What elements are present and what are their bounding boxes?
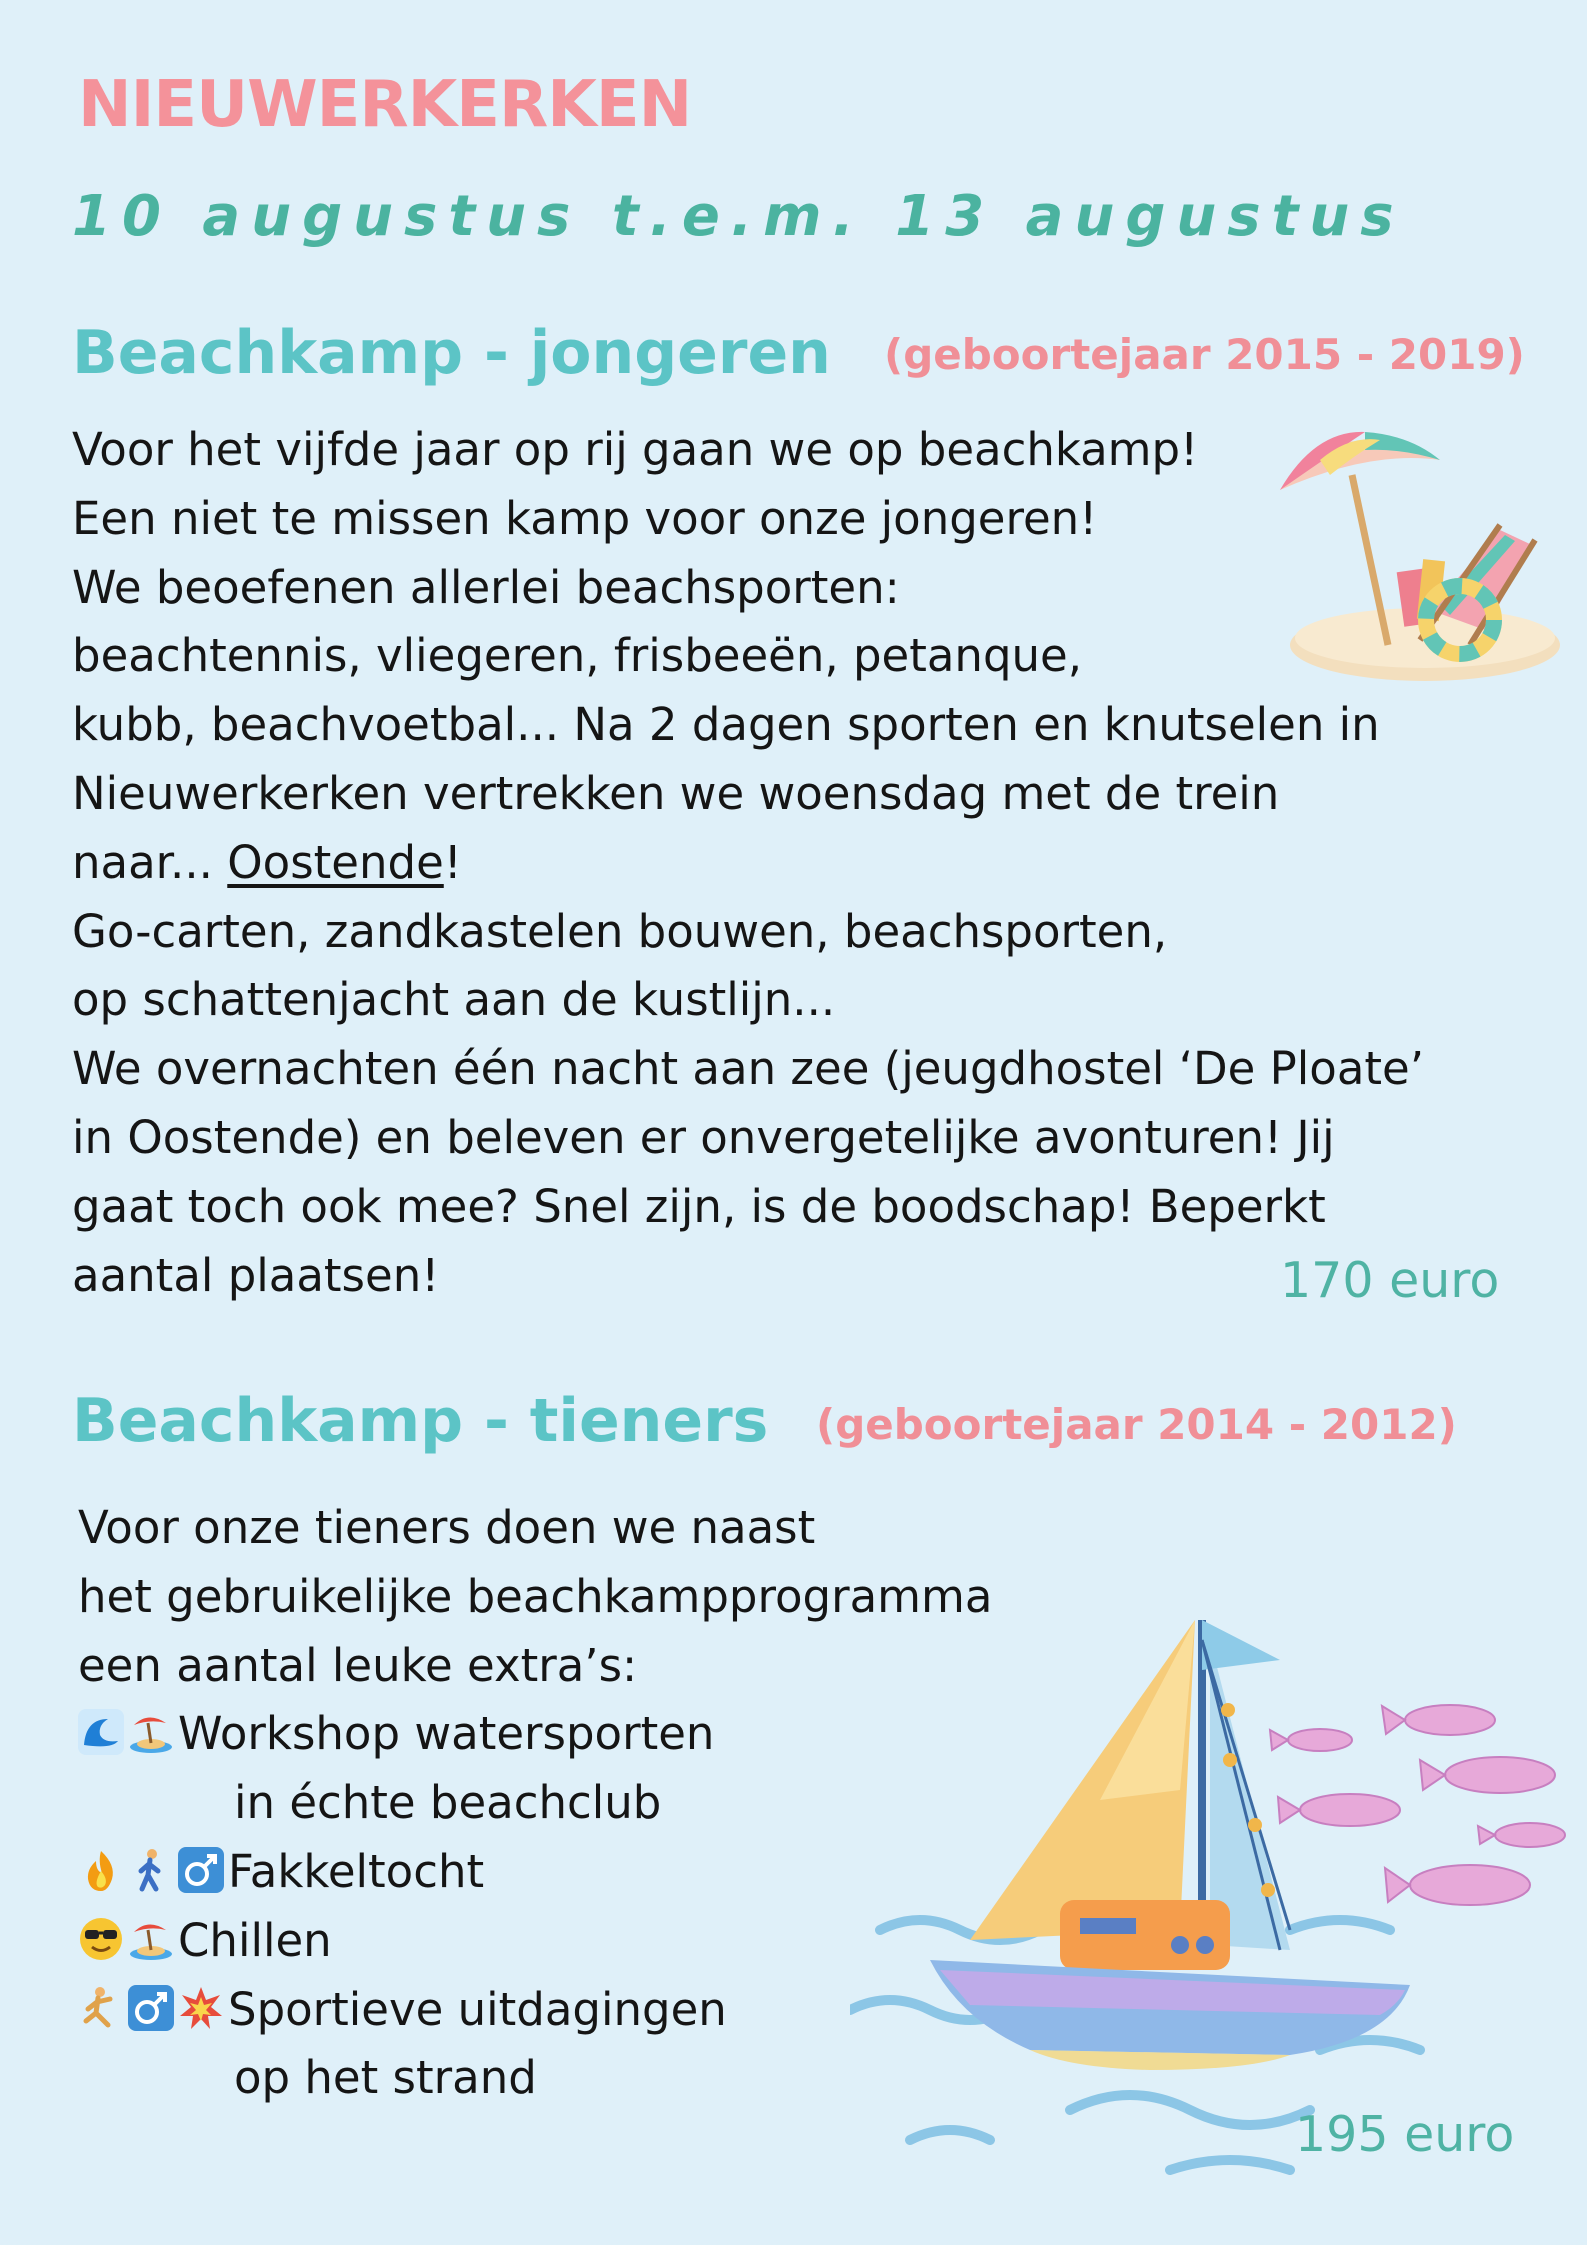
oostende-link[interactable]: Oostende [227,835,444,889]
section1-line: Voor het vijfde jaar op rij gaan we op beachkamp! [72,423,1199,476]
section2-birth-years: (geboortejaar 2014 - 2012) [816,1400,1457,1449]
list-item-continuation: op het strand [234,2051,537,2105]
section1-line: Go-carten, zandkastelen bouwen, beachsporten, [72,904,1168,958]
section2-title: Beachkamp - tieners [72,1386,769,1456]
section1-title: Beachkamp - jongeren [72,318,831,388]
section1-line: gaat toch ook mee? Snel zijn, is de boodschap! Beperkt [72,1179,1326,1233]
collision-icon [178,1985,224,2031]
line-prefix: naar... [72,835,228,889]
island-icon [128,1916,174,1962]
section1-birth-years: (geboortejaar 2015 - 2019) [884,330,1525,379]
section2-price: 195 euro [1295,2106,1515,2163]
island-icon [128,1709,174,1755]
list-item-continuation: in échte beachclub [234,1776,662,1830]
section1-line: beachtennis, vliegeren, frisbeeën, petanque, [72,629,1083,683]
section2-intro-line: een aantal leuke extra’s: [78,1638,638,1692]
beach-chair-umbrella-illustration [1270,420,1570,690]
male-sign-icon [128,1985,174,2031]
male-sign-icon [178,1847,224,1893]
section1-line: We overnachten één nacht aan zee (jeugdhostel ‘De Ploate’ [72,1042,1425,1096]
section1-line: We beoefenen allerlei beachsporten: [72,560,900,614]
running-man-icon [78,1985,124,2031]
section1-line [72,829,1424,898]
walking-man-icon [128,1847,174,1893]
section1-line: in Oostende) en beleven er onvergetelijke avonturen! Jij [72,1110,1335,1164]
section2-intro-line: het gebruikelijke beachkampprogramma [78,1569,993,1623]
section1-line: kubb, beachvoetbal... Na 2 dagen sporten en knutselen in [72,698,1380,752]
section2-intro-line: Voor onze tieners doen we naast [78,1501,816,1554]
sunglasses-face-icon [78,1916,124,1962]
section1-line: Een niet te missen kamp voor onze jongeren! [72,491,1098,545]
dates-subtitle: 10 augustus t.e.m. 13 augustus [72,184,1405,249]
list-item-text: Chillen [178,1913,332,1967]
section1-price: 170 euro [1280,1252,1500,1309]
line-suffix: ! [443,835,462,889]
list-item-text: Workshop watersporten [178,1707,715,1761]
fire-icon [78,1847,124,1893]
section1-line: aantal plaatsen! [72,1248,440,1302]
list-item-text: Sportieve uitdagingen [228,1982,727,2036]
section1-line: Nieuwerkerken vertrekken we woensdag met de trein [72,766,1280,820]
wave-icon [78,1709,124,1755]
section1-line: op schattenjacht aan de kustlijn... [72,973,836,1027]
location-title: NIEUWERKERKEN [78,68,692,142]
section1-description [72,416,1424,1310]
list-item-text: Fakkeltocht [228,1844,485,1898]
